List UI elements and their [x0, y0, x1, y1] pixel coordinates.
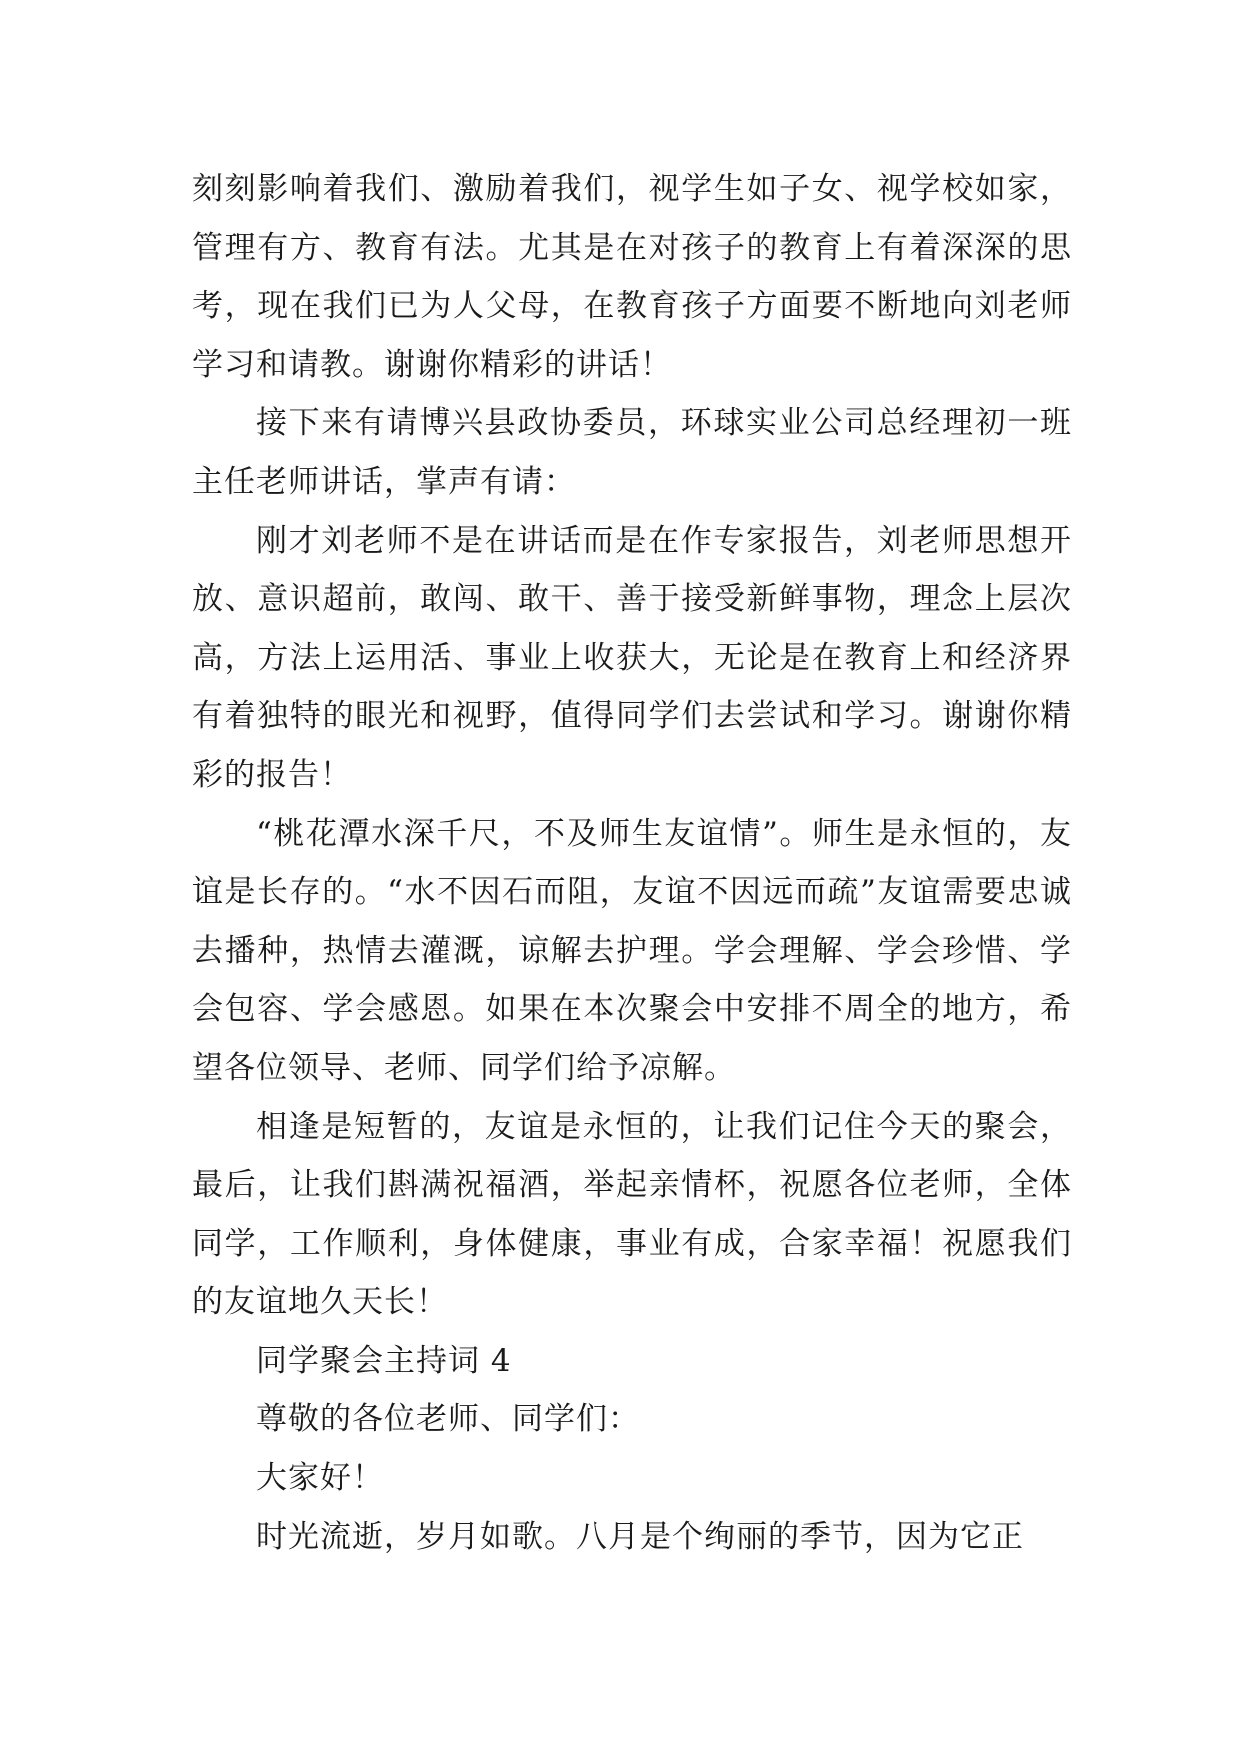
paragraph-continuation: 刻刻影响着我们、激励着我们，视学生如子女、视学校如家，管理有方、教育有法。尤其是在对孩子的教育上有着深深的思考，现在我们已为人父母，在教育孩子方面要不断地向刘老师学习和请教。谢谢你精彩的讲话！ — [192, 171, 1072, 383]
paragraph-opening: 时光流逝，岁月如歌。八月是个绚丽的季节，因为它正 — [256, 1518, 1024, 1555]
salutation: 尊敬的各位老师、同学们： — [256, 1401, 640, 1438]
section-title: 同学聚会主持词 4 — [256, 1342, 512, 1379]
paragraph-friendship: “桃花潭水深千尺，不及师生友谊情”。师生是永恒的，友谊是长存的。“水不因石而阻，友谊不因远而疏”友谊需要忠诚去播种，热情去灌溉，谅解去护理。学会理解、学会珍惜、学会包容、学会感恩。如果在本次聚会中安排不周全的地方，希望各位领导、老师、同学们给予凉解。 — [192, 815, 1072, 1086]
paragraph-response: 刚才刘老师不是在讲话而是在作专家报告，刘老师思想开放、意识超前，敢闯、敢干、善于接受新鲜事物，理念上层次高，方法上运用活、事业上收获大，无论是在教育上和经济界有着独特的眼光和视野，值得同学们去尝试和学习。谢谢你精彩的报告！ — [192, 522, 1072, 793]
greeting: 大家好！ — [256, 1460, 384, 1497]
paragraph-closing: 相逢是短暂的，友谊是永恒的，让我们记住今天的聚会，最后，让我们斟满祝福酒，举起亲情杯，祝愿各位老师，全体同学，工作顺利，身体健康，事业有成，合家幸福！祝愿我们的友谊地久天长！ — [192, 1108, 1072, 1321]
paragraph-introduction: 接下来有请博兴县政协委员，环球实业公司总经理初一班主任老师讲话，掌声有请： — [192, 405, 1072, 500]
document-body — [192, 160, 1072, 1566]
